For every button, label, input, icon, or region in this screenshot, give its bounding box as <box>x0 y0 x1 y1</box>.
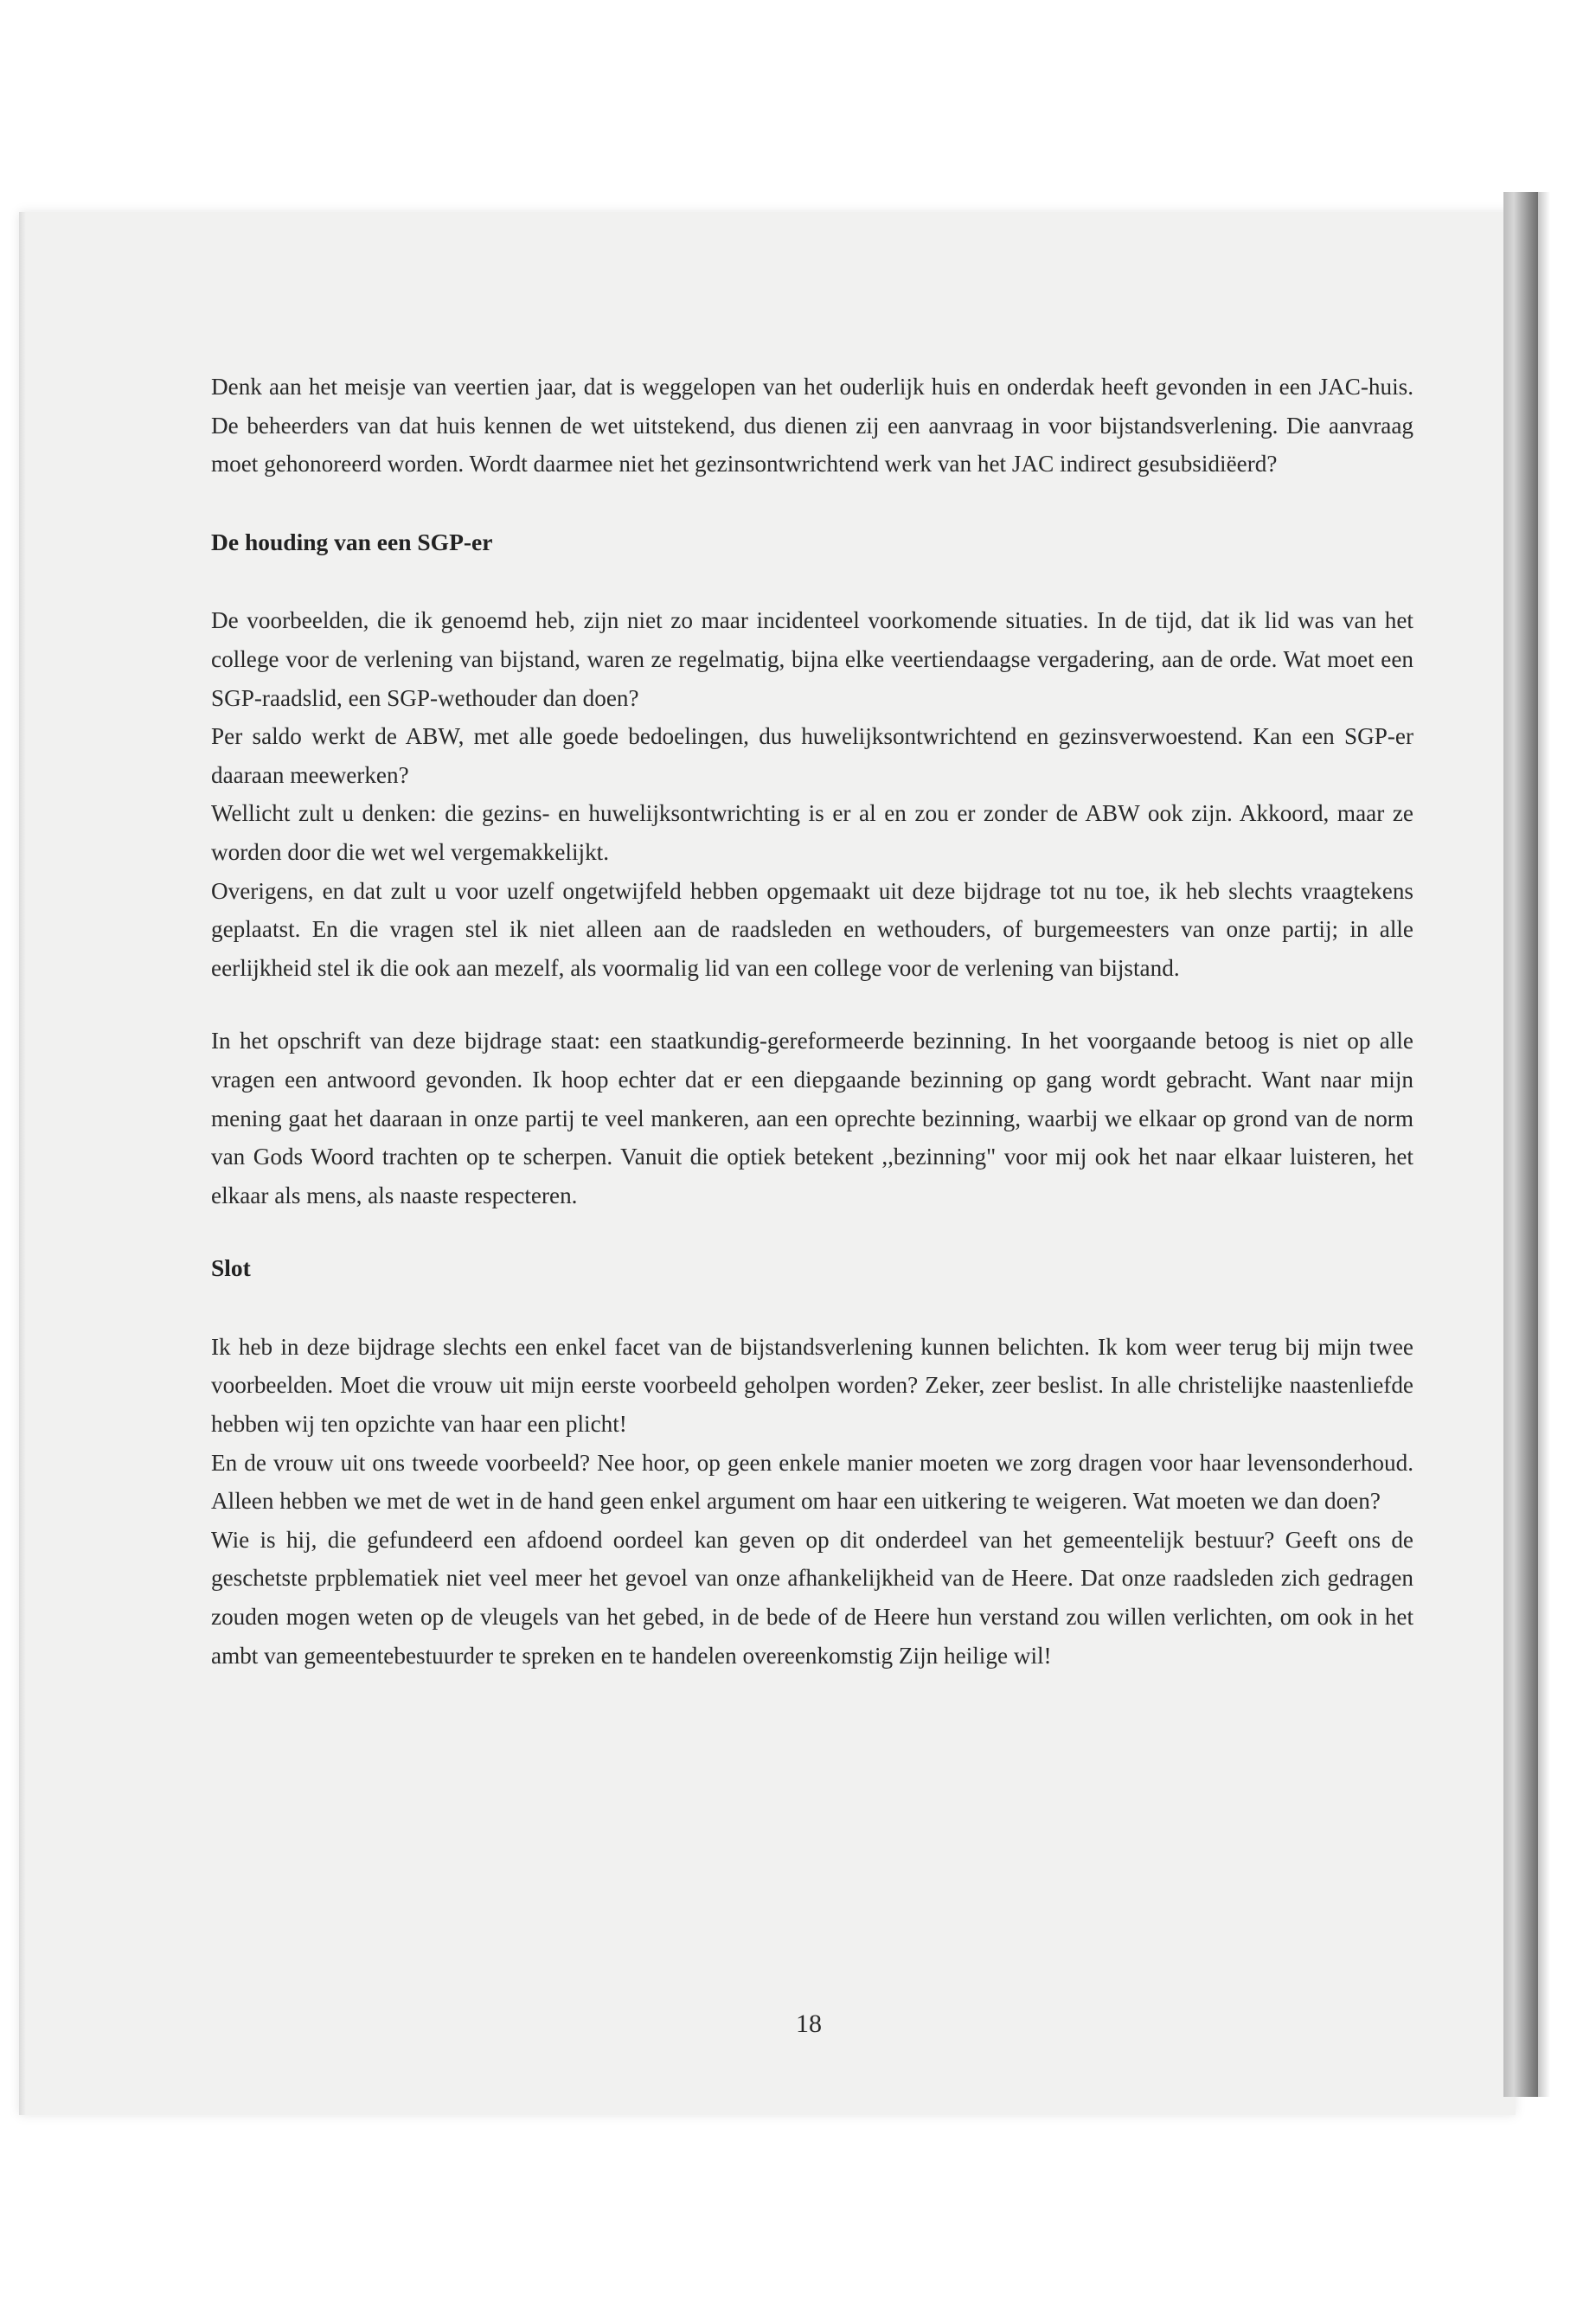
paragraph: Ik heb in deze bijdrage slechts een enkel facet van de bijstandsverlening kunnen belichten. Ik kom weer terug bij mijn twee voorbeelden. Moet die vrouw uit mijn eerste voorbeeld geholpen worden? Zeker, zeer beslist. In alle christelijke naastenliefde hebben wij ten opzichte van haar een plicht! <box>211 1333 1413 1438</box>
paragraph: Wellicht zult u denken: die gezins- en huwelijksontwrichting is er al en zou er zonder de ABW ook zijn. Akkoord, maar ze worden door die wet wel vergemakkelijkt. <box>211 800 1413 865</box>
page-edge <box>19 212 26 2115</box>
paragraph: Wie is hij, die gefundeerd een afdoend oordeel kan geven op dit onderdeel van het gemeentelijk bestuur? Geeft ons de geschetste prpblematiek niet veel meer het gevoel van onze afhankelijkheid van de Heere. Dat onze raadsleden zich gedragen zouden mogen weten op de vleugels van het gebed, in de bede of de Heere hun verstand zou willen verlichten, om ook in het ambt van gemeentebestuurder te spreken en te handelen overeenkomstig Zijn heilige wil! <box>211 1526 1413 1669</box>
intro-paragraph: Denk aan het meisje van veertien jaar, dat is weggelopen van het ouderlijk huis en onderdak heeft gevonden in een JAC-huis. De beheerders van dat huis kennen de wet uitstekend, dus dienen zij een aanvraag in voor bijstandsverlening. Die aanvraag moet gehonoreerd worden. Wordt daarmee niet het gezinsontwrichtend werk van het JAC indirect gesubsidiëerd? <box>211 374 1413 478</box>
paragraph: In het opschrift van deze bijdrage staat: een staatkundig-gereformeerde bezinning. In het voorgaande betoog is niet op alle vragen een antwoord gevonden. Ik hoop echter dat er een diepgaande bezinning op gang wordt gebracht. Want naar mijn mening gaat het daaraan in onze partij te veel mankeren, aan een oprechte bezinning, waarbij we elkaar op grond van de norm van Gods Woord trachten op te scherpen. Vanuit die optiek betekent ,,bezinning" voor mij ook het naar elkaar luisteren, het elkaar als mens, als naaste respecteren. <box>211 1028 1413 1208</box>
paragraph: De voorbeelden, die ik genoemd heb, zijn niet zo maar incidenteel voorkomende situaties. In de tijd, dat ik lid was van het college voor de verlening van bijstand, waren ze regelmatig, bijna elke veertiendaagse vergadering, aan de orde. Wat moet een SGP-raadslid, een SGP-wethouder dan doen? <box>211 607 1413 711</box>
paragraph: Per saldo werkt de ABW, met alle goede bedoelingen, dus huwelijksontwrichtend en gezinsverwoestend. Kan een SGP-er daaraan meewerken? <box>211 723 1413 788</box>
page-number: 18 <box>796 2009 822 2038</box>
section-heading-slot: Slot <box>211 1254 251 1282</box>
body-text <box>211 368 1413 1675</box>
paragraph: Overigens, en dat zult u voor uzelf ongetwijfeld hebben opgemaakt uit deze bijdrage tot nu toe, ik heb slechts vraagtekens geplaatst. En die vragen stel ik niet alleen aan de raadsleden en wethouders, of burgemeesters van onze partij; in alle eerlijkheid stel ik die ook aan mezelf, als voormalig lid van een college voor de verlening van bijstand. <box>211 877 1413 981</box>
paragraph: En de vrouw uit ons tweede voorbeeld? Nee hoor, op geen enkele manier moeten we zorg dragen voor haar levensonderhoud. Alleen hebben we met de wet in de hand geen enkel argument om haar een uitkering te weigeren. Wat moeten we dan doen? <box>211 1449 1413 1515</box>
section-heading-houding: De houding van een SGP-er <box>211 528 493 555</box>
spine-shadow <box>1538 192 1550 2097</box>
book-spine <box>1503 192 1538 2097</box>
